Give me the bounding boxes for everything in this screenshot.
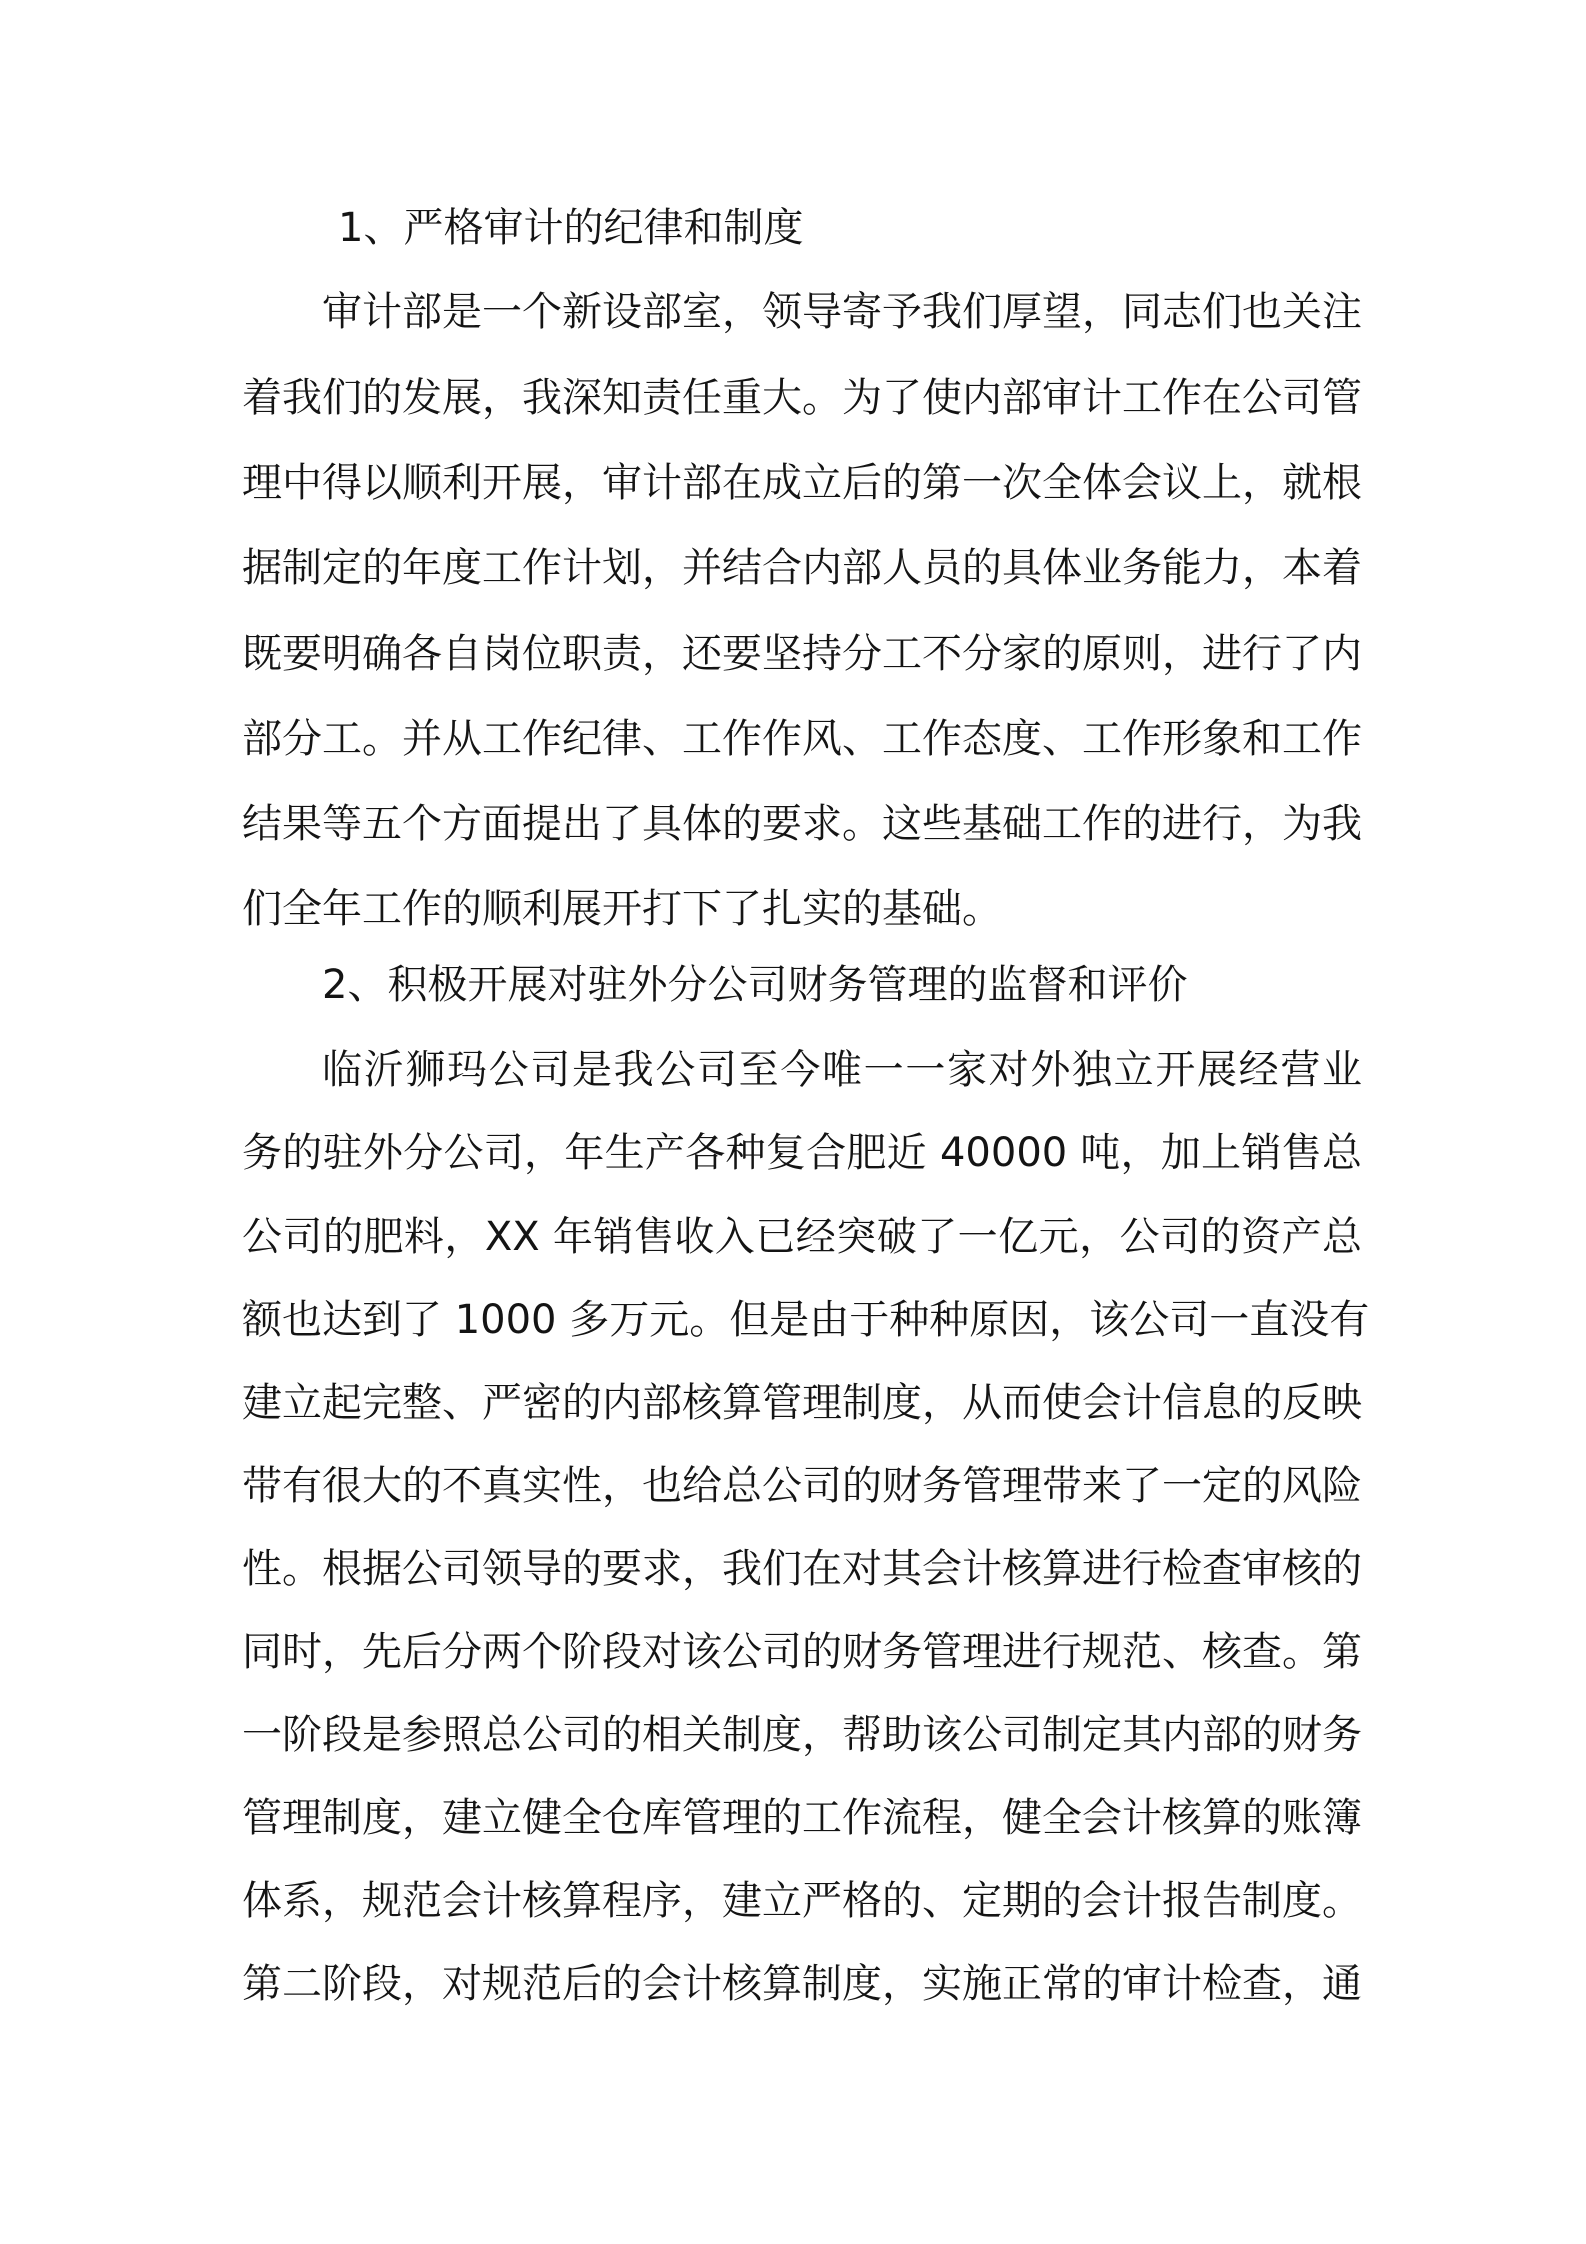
section-2-line-3: 公司的肥料，XX 年销售收入已经突破了一亿元，公司的资产总 <box>242 1214 1362 1260</box>
section-2-line-8: 同时，先后分两个阶段对该公司的财务管理进行规范、核查。第 <box>242 1629 1362 1675</box>
section-1-heading: 1、严格审计的纪律和制度 <box>338 205 804 251</box>
section-2-line-4: 额也达到了 1000 多万元。但是由于种种原因，该公司一直没有 <box>242 1297 1370 1343</box>
section-2-line-11: 体系，规范会计核算程序，建立严格的、定期的会计报告制度。 <box>242 1878 1362 1924</box>
section-2-line-2: 务的驻外分公司，年生产各种复合肥近 40000 吨，加上销售总 <box>242 1130 1362 1176</box>
section-2-line-9: 一阶段是参照总公司的相关制度，帮助该公司制定其内部的财务 <box>242 1712 1362 1758</box>
section-1-line-3: 理中得以顺利开展，审计部在成立后的第一次全体会议上，就根 <box>242 460 1362 506</box>
section-1-line-2: 着我们的发展，我深知责任重大。为了使内部审计工作在公司管 <box>242 375 1362 421</box>
section-2-heading: 2、积极开展对驻外分公司财务管理的监督和评价 <box>322 962 1188 1008</box>
section-1-line-6: 部分工。并从工作纪律、工作作风、工作态度、工作形象和工作 <box>242 716 1362 762</box>
section-1-line-7: 结果等五个方面提出了具体的要求。这些基础工作的进行，为我 <box>242 801 1362 847</box>
section-1-line-8: 们全年工作的顺利展开打下了扎实的基础。 <box>242 886 1002 932</box>
section-2-line-6: 带有很大的不真实性，也给总公司的财务管理带来了一定的风险 <box>242 1463 1362 1509</box>
section-1-line-1: 审计部是一个新设部室，领导寄予我们厚望，同志们也关注 <box>322 289 1362 335</box>
section-2-line-12: 第二阶段，对规范后的会计核算制度，实施正常的审计检查，通 <box>242 1961 1362 2007</box>
section-2-line-1: 临沂狮玛公司是我公司至今唯一一家对外独立开展经营业 <box>322 1047 1362 1093</box>
section-2-line-7: 性。根据公司领导的要求，我们在对其会计核算进行检查审核的 <box>242 1546 1362 1592</box>
section-1-line-5: 既要明确各自岗位职责，还要坚持分工不分家的原则，进行了内 <box>242 631 1362 677</box>
section-2-line-10: 管理制度，建立健全仓库管理的工作流程，健全会计核算的账簿 <box>242 1795 1362 1841</box>
section-2-line-5: 建立起完整、严密的内部核算管理制度，从而使会计信息的反映 <box>242 1380 1362 1426</box>
section-1-line-4: 据制定的年度工作计划，并结合内部人员的具体业务能力，本着 <box>242 545 1362 591</box>
